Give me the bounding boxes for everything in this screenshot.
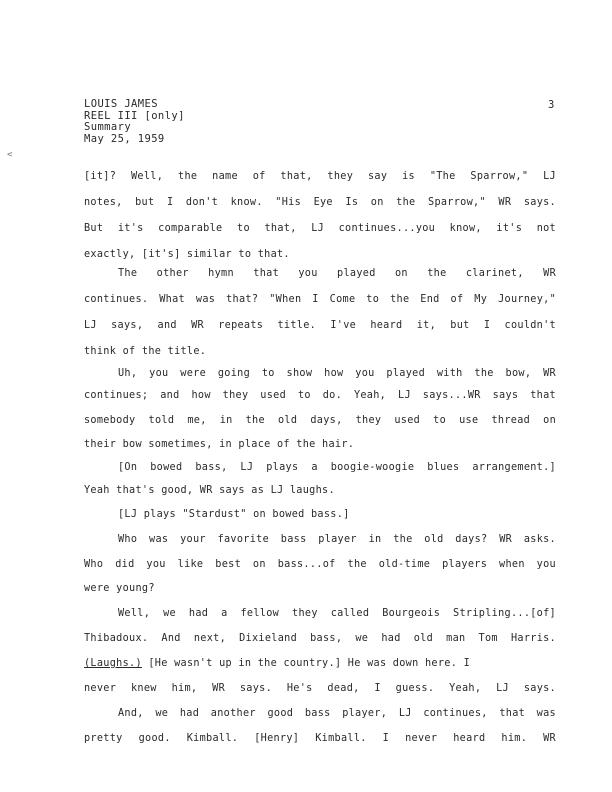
text-line: Well, we had a fellow they called Bourgeois Stripling...[of] (118, 608, 556, 619)
text-line: LJ says, and WR repeats title. I've heard it, but I couldn't (84, 320, 556, 331)
text-line: think of the title. (84, 346, 207, 357)
text-line: continues. What was that? "When I Come to the End of My Journey," (84, 294, 556, 305)
text-line: But it's comparable to that, LJ continues...you know, it's not (84, 223, 556, 234)
text-line: Thibadoux. And next, Dixieland bass, we had old man Tom Harris. (84, 633, 556, 644)
text-line: [LJ plays "Stardust" on bowed bass.] (118, 509, 350, 520)
page-number: 3 (548, 99, 555, 111)
text-line: [On bowed bass, LJ plays a boogie-woogie blues arrangement.] (118, 462, 556, 473)
text-line: The other hymn that you played on the clarinet, WR (118, 268, 556, 279)
text-line: never knew him, WR says. He's dead, I guess. Yeah, LJ says. (84, 683, 556, 694)
text-line: Yeah that's good, WR says as LJ laughs. (84, 485, 335, 496)
text-line (84, 658, 470, 669)
laughs-annotation: (Laughs.) (84, 658, 142, 669)
text-line: And, we had another good bass player, LJ continues, that was (118, 708, 556, 719)
margin-mark: < (7, 150, 13, 160)
text-line: continues; and how they used to do. Yeah, LJ says...WR says that (84, 390, 556, 401)
text-line: were young? (84, 583, 155, 594)
reel-label: REEL III [only] (84, 109, 185, 122)
text-line: pretty good. Kimball. [Henry] Kimball. I never heard him. WR (84, 733, 556, 744)
interviewee-name: LOUIS JAMES (84, 98, 158, 110)
text-line: their bow sometimes, in place of the hair. (84, 439, 355, 450)
text-line-continuation: [He wasn't up in the country.] He was down here. I (141, 658, 471, 669)
text-line: somebody told me, in the old days, they used to use thread on (84, 415, 556, 426)
text-line: Who was your favorite bass player in the old days? WR asks. (118, 534, 556, 545)
interview-date: May 25, 1959 (84, 132, 165, 145)
text-line: Uh, you were going to show how you played with the bow, WR (118, 368, 556, 379)
text-line: exactly, [it's] similar to that. (84, 249, 290, 260)
text-line: notes, but I don't know. "His Eye Is on the Sparrow," WR says. (84, 197, 556, 208)
text-line: Who did you like best on bass...of the old-time players when you (84, 559, 556, 570)
text-line: [it]? Well, the name of that, they say is "The Sparrow," LJ (84, 171, 556, 182)
transcript-header (84, 99, 185, 145)
summary-label: Summary (84, 121, 132, 133)
